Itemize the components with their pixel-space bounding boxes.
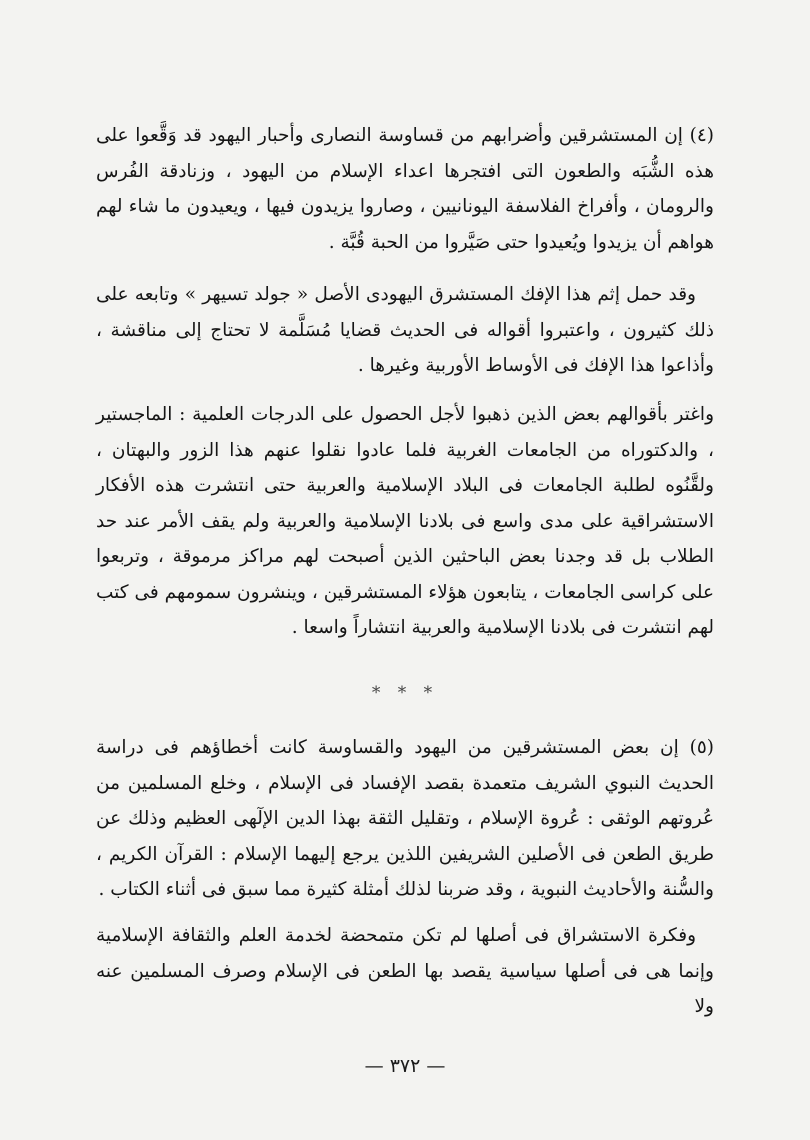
paragraph-text: (٥) إن بعض المستشرقين من اليهود والقساوسة كانت أخطاؤهم فى دراسة الحديث النبوي الشريف متعمدة بقصد الإفساد فى الإسلام ، وخلع المسلمين من عُروتهم الوثقى : عُروة الإسلام ، وتقليل الثقة بهذا الدين الإلٓهى العظيم وذلك عن طريق الطعن فى الأصلين الشريفين اللذين يرجع إليهما الإسلام : القرآن الكريم ، والسُّنة والأحاديث النبوية ، وقد ضربنا لذلك أمثلة كثيرة مما سبق فى أثناء الكتاب . <box>96 737 714 900</box>
paragraph-text: واغتر بأقوالهم بعض الذين ذهبوا لأجل الحصول على الدرجات العلمية : الماجستير ، والدكتوراه من الجامعات الغربية فلما عادوا نقلوا عنهم هذا الزور والبهتان ، ولقَّنُوه لطلبة الجامعات فى البلاد الإسلامية والعربية حتى انتشرت هذه الأفكار الاستشراقية على مدى واسع فى بلادنا الإسلامية والعربية ولم يقف الأمر عند حد الطلاب بل قد وجدنا بعض الباحثين الذين أصبحت لهم مراكز مرموقة ، وتربعوا على كراسى الجامعات ، يتابعون هؤلاء المستشرقين ، وينشرون سمومهم فى كتب لهم انتشرت فى بلادنا الإسلامية والعربية انتشاراً واسعا . <box>96 404 714 638</box>
paragraph-text: (٤) إن المستشرقين وأضرابهم من قساوسة النصارى وأحبار اليهود قد وَقَّعوا على هذه الشُّبَه والطعون التى افتجرها اعداء الإسلام من اليهود ، وزنادقة الفُرس والرومان ، وأفراخ الفلاسفة اليونانيين ، وصاروا يزيدون فيها ، ويعيدون ما شاء لهم هواهم أن يزيدوا ويُعيدوا حتى صَيَّروا من الحبة قُبَّة . <box>96 125 714 253</box>
paragraph-text: وفكرة الاستشراق فى أصلها لم تكن متمحضة لخدمة العلم والثقافة الإسلامية وإنما هى فى أصلها سياسية يقصد بها الطعن فى الإسلام وصرف المسلمين عنه ولا <box>96 925 714 1017</box>
paragraph-orientalism-idea <box>96 918 714 1025</box>
section-separator: * * * <box>371 683 439 703</box>
page-number: — ٣٧٢ — <box>364 1055 446 1077</box>
paragraph-point-5 <box>96 730 714 908</box>
paragraph-students <box>96 397 714 646</box>
paragraph-text: وقد حمل إثم هذا الإفك المستشرق اليهودى الأصل « جولد تسيهر » وتابعه على ذلك كثيرون ، واعتبروا أقواله فى الحديث قضايا مُسَلَّمة لا تحتاج إلى مناقشة ، وأذاعوا هذا الإفك فى الأوساط الأوربية وغيرها . <box>96 284 714 376</box>
paragraph-point-4 <box>96 118 714 260</box>
paragraph-goldziher <box>96 277 714 384</box>
